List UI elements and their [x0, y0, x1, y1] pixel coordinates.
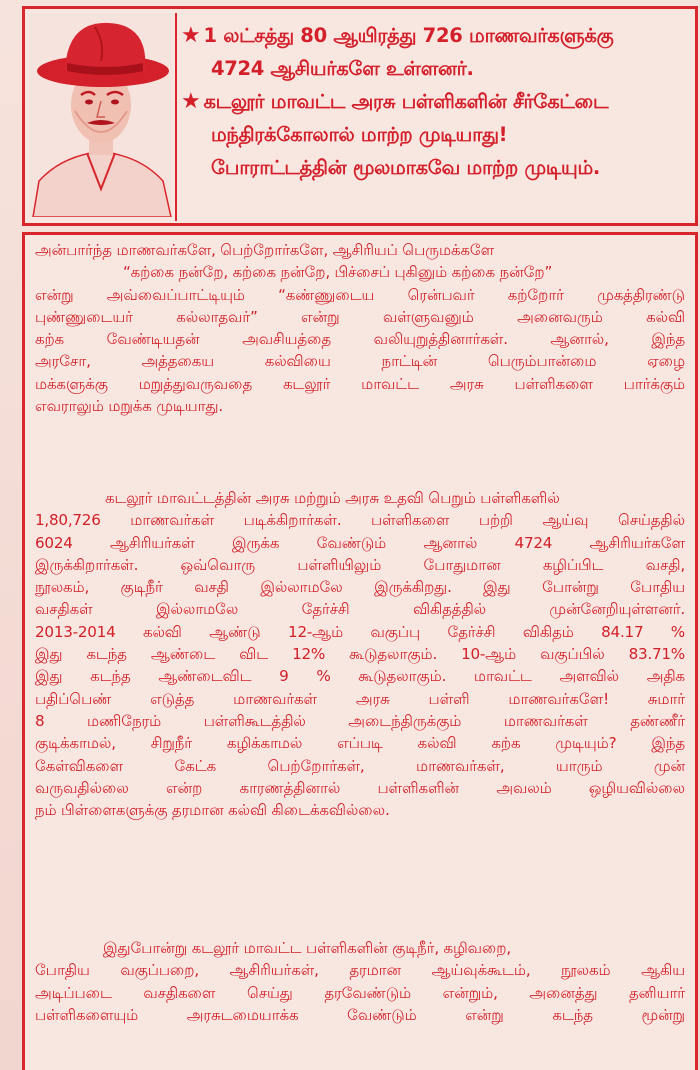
portrait-illustration: [29, 13, 173, 217]
headline-2-line-2: மந்திரக்கோலால் மாற்ற முடியாது!: [211, 123, 508, 146]
paragraph-line: அடிப்படை வசதிகளை செய்து தரவேண்டும் என்றும், அனைத்து தனியார்: [35, 983, 685, 1002]
portrait-image: [29, 13, 177, 221]
paragraph-line: போதிய வகுப்பறை, ஆசிரியர்கள், தரமான ஆய்வுக்கூடம், நூலகம் ஆகிய: [35, 961, 685, 980]
headline-1-line-2: 4724 ஆசியர்களே உள்ளனர்.: [211, 57, 474, 80]
star-icon: ★: [181, 89, 201, 114]
paragraph-line: மக்களுக்கு மறுத்துவருவதை கடலூர் மாவட்ட அரசு பள்ளிகளை பார்க்கும்: [35, 374, 685, 393]
paragraph-line: என்று அவ்வைப்பாட்டியும் “கண்ணுடைய ரென்பவர் கற்றோர் முகத்திரண்டு: [35, 285, 685, 304]
paragraph-1: [35, 239, 685, 417]
headline-1-line-1: ★ 1 லட்சத்து 80 ஆயிரத்து 726 மாணவர்களுக்கு: [181, 23, 614, 48]
article-body: [22, 232, 698, 1070]
paragraph-line: எவராலும் மறுக்க முடியாது.: [35, 397, 223, 416]
paragraph-line: குடிக்காமல், சிறுநீர் கழிக்காமல் எப்படி கல்வி கற்க முடியும்? இந்த: [35, 734, 685, 753]
paragraph-3: [35, 937, 685, 1026]
paragraph-line: கேள்விகளை கேட்க பெற்றோர்கள், மாணவர்கள், யாரும் முன்: [35, 756, 685, 775]
headlines: [181, 19, 697, 184]
paragraph-line: 1,80,726 மாணவர்கள் படிக்கிறார்கள். பள்ளிகளை பற்றி ஆய்வு செய்ததில்: [35, 511, 685, 530]
paragraph-line: கடலூர் மாவட்டத்தின் அரசு மற்றும் அரசு உதவி பெறும் பள்ளிகளில்: [105, 489, 560, 507]
paragraph-line: 6024 ஆசிரியர்கள் இருக்க வேண்டும் ஆனால் 4724 ஆசிரியர்களே: [35, 533, 685, 552]
paragraph-line: நூலகம், குடிநீர் வசதி இல்லாமலே இருக்கிறது. இது போன்று போதிய: [35, 578, 685, 597]
paragraph-line: 2013-2014 கல்வி ஆண்டு 12-ஆம் வகுப்பு தேர்ச்சி விகிதம் 84.17 %: [35, 622, 685, 641]
star-icon: ★: [181, 23, 201, 48]
paragraph-line: இது கடந்த ஆண்டை விட 12% கூடுதலாகும். 10-ஆம் வகுப்பில் 83.71%: [35, 645, 685, 664]
paragraph-line: பதிப்பெண் எடுத்த மாணவர்கள் அரசு பள்ளி மாணவர்களே! சுமார்: [35, 689, 685, 708]
paragraph-line: வசதிகள் இல்லாமலே தேர்ச்சி விகிதத்தில் முன்னேறியுள்ளனர்.: [35, 600, 685, 619]
paragraph-line: புண்ணுடையர் கல்லாதவர்” என்று வள்ளுவனும் அனைவரும் கல்வி: [35, 307, 685, 326]
paragraph-2: [35, 487, 685, 821]
paragraph-line: கற்க வேண்டியதன் அவசியத்தை வலியுறுத்தினார்கள். ஆனால், இந்த: [35, 330, 685, 349]
paragraph-line: நம் பிள்ளைகளுக்கு தரமான கல்வி கிடைக்கவில்லை.: [35, 801, 390, 820]
paragraph-line: அன்பார்ந்த மாணவர்களே, பெற்றோர்களே, ஆசிரியப் பெருமக்களே: [35, 241, 495, 259]
paragraph-line: “கற்கை நன்றே, கற்கை நன்றே, பிச்சைப் புகினும் கற்கை நன்றே”: [123, 263, 553, 282]
paragraph-line: இதுபோன்று கடலூர் மாவட்ட பள்ளிகளின் குடிநீர், கழிவறை,: [103, 939, 511, 957]
paragraph-line: பள்ளிகளையும் அரசுடமையாக்க வேண்டும் என்று கடந்த மூன்று: [35, 1005, 685, 1024]
headline-box: [22, 6, 698, 226]
paragraph-line: 8 மணிநேரம் பள்ளிகூடத்தில் அடைந்திருக்கும் மாணவர்கள் தண்ணீர்: [35, 711, 685, 730]
paragraph-line: இது கடந்த ஆண்டைவிட 9 % கூடுதலாகும். மாவட்ட அளவில் அதிக: [35, 667, 685, 686]
headline-2-line-1: ★ கடலூர் மாவட்ட அரசு பள்ளிகளின் சீர்கேட்டை: [181, 89, 609, 114]
paragraph-line: அரசோ, அத்தகைய கல்வியை நாட்டின் பெரும்பான்மை ஏழை: [35, 352, 685, 371]
paragraph-line: இருக்கிறார்கள். ஒவ்வொரு பள்ளியிலும் போதுமான கழிப்பிட வசதி,: [35, 555, 685, 574]
headline-2-line-3: போராட்டத்தின் மூலமாகவே மாற்ற முடியும்.: [211, 156, 600, 179]
paragraph-line: வருவதில்லை என்ற காரணத்தினால் பள்ளிகளின் அவலம் ஒழியவில்லை: [35, 778, 685, 797]
